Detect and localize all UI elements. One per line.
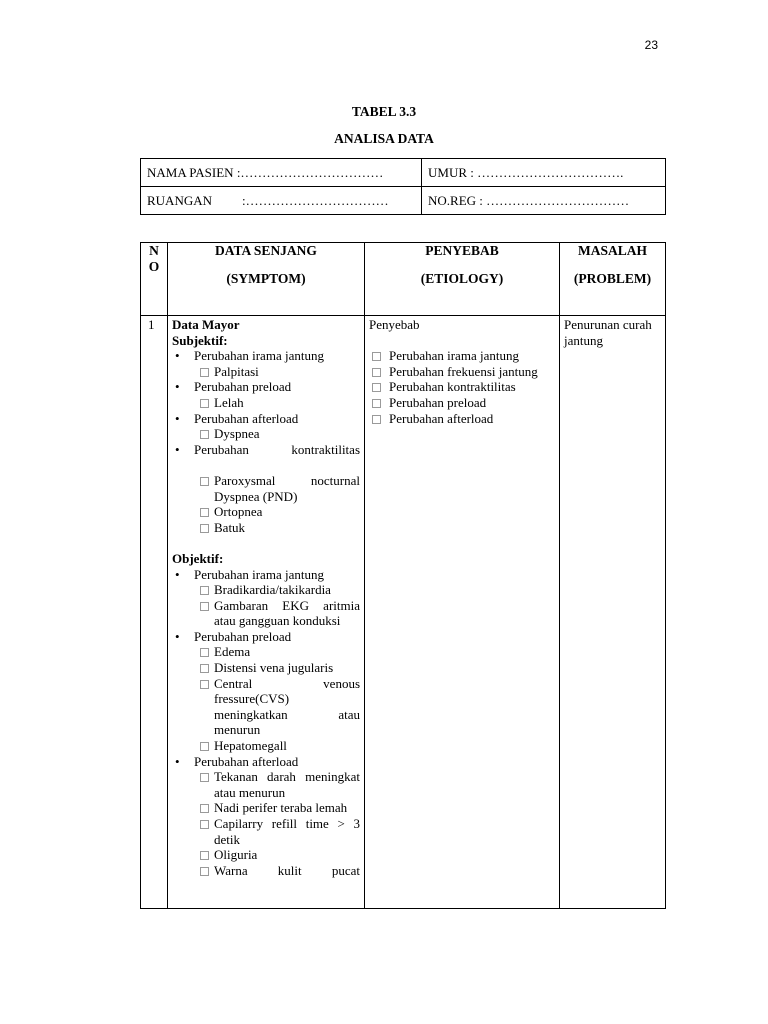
list-item: Hepatomegall: [172, 738, 360, 754]
list-item: Warna kulit pucat: [172, 863, 360, 879]
list-item: Tekanan darah meningkat atau menurun: [172, 769, 360, 800]
list-item: Edema: [172, 644, 360, 660]
list-item: Oliguria: [172, 847, 360, 863]
problem-cell: Penurunan curah jantung: [560, 316, 666, 909]
analysis-table: [140, 242, 666, 909]
list-item: Dyspnea: [172, 426, 360, 442]
analysis-header-row: [141, 243, 666, 316]
etiology-cell: [365, 316, 560, 909]
penyebab-label: Penyebab: [369, 317, 420, 332]
subjektif-heading: Subjektif:: [172, 332, 228, 348]
page-number: 23: [644, 38, 658, 52]
patient-info-table: [140, 158, 666, 215]
list-item: Perubahan irama jantung: [369, 348, 555, 364]
room-field: [141, 187, 422, 215]
age-field: UMUR : …………………………….: [422, 159, 666, 187]
row-number: 1: [141, 316, 168, 909]
list-item: Perubahan frekuensi jantung: [369, 364, 555, 380]
symptom-list: [172, 317, 360, 878]
list-item: • Perubahan preload: [172, 629, 360, 645]
list-item: Distensi vena jugularis: [172, 660, 360, 676]
list-item: Lelah: [172, 395, 360, 411]
patient-name-field: NAMA PASIEN :……………………………: [141, 159, 422, 187]
list-item: Bradikardia/takikardia: [172, 582, 360, 598]
list-item: Perubahan afterload: [369, 411, 555, 427]
list-item: Ortopnea: [172, 504, 360, 520]
objektif-heading: Objektif:: [172, 550, 224, 566]
room-value: :……………………………: [242, 192, 389, 208]
table-title: TABEL 3.3: [351, 104, 417, 119]
header-no: N O: [141, 243, 168, 316]
list-item: • Perubahan preload: [172, 379, 360, 395]
list-item: • Perubahan afterload: [172, 411, 360, 427]
header-penyebab: PENYEBAB (ETIOLOGY): [365, 243, 560, 316]
list-item: Nadi perifer teraba lemah: [172, 800, 360, 816]
registration-number-field: NO.REG : ……………………………: [422, 187, 666, 215]
list-item: Perubahan preload: [369, 395, 555, 411]
table-subtitle: ANALISA DATA: [334, 131, 434, 146]
list-item: • Perubahan irama jantung: [172, 567, 360, 583]
list-item: • Perubahan kontraktilitas: [172, 442, 360, 458]
patient-info-row: [141, 159, 666, 187]
list-item: • Perubahan afterload: [172, 754, 360, 770]
header-data-senjang: DATA SENJANG (SYMPTOM): [168, 243, 365, 316]
list-item: Central venous fressure(CVS) meningkatkan atau menurun: [172, 676, 360, 738]
room-label: RUANGAN: [147, 192, 212, 208]
symptom-cell: [168, 316, 365, 909]
header-masalah: MASALAH (PROBLEM): [560, 243, 666, 316]
list-item: Batuk: [172, 520, 360, 536]
list-item: Paroxysmal nocturnal Dyspnea (PND): [172, 473, 360, 504]
etiology-list: [369, 317, 555, 426]
list-item: • Perubahan irama jantung: [172, 348, 360, 364]
list-item: Gambaran EKG aritmia atau gangguan konduksi: [172, 598, 360, 629]
patient-info-row: [141, 187, 666, 215]
list-item: Perubahan kontraktilitas: [369, 379, 555, 395]
data-mayor-heading: Data Mayor: [172, 317, 240, 332]
list-item: Capilarry refill time > 3 detik: [172, 816, 360, 847]
table-row: [141, 316, 666, 909]
list-item: Palpitasi: [172, 364, 360, 380]
